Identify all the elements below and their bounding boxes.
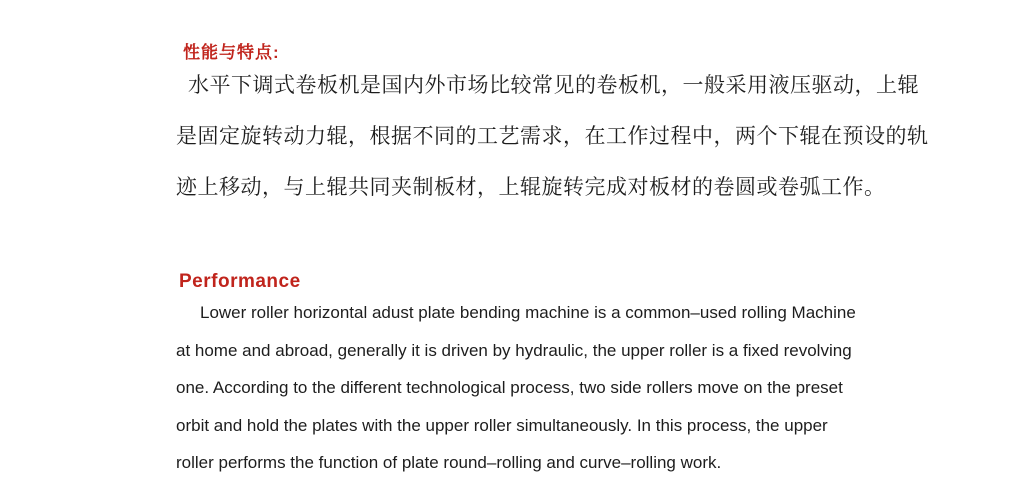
- paragraph-line: at home and abroad, generally it is driven by hydraulic, the upper roller is a fixed revolving: [176, 340, 852, 360]
- features-paragraph-cn: [176, 60, 929, 213]
- paragraph-line: orbit and hold the plates with the upper roller simultaneously. In this process, the upper: [176, 415, 828, 435]
- performance-heading-en: Performance: [179, 271, 301, 292]
- features-heading-cn: 性能与特点:: [183, 43, 280, 62]
- paragraph-line: 水平下调式卷板机是国内外市场比较常见的卷板机，一般采用液压驱动，上辊: [188, 74, 919, 97]
- paragraph-line: 迹上移动，与上辊共同夹制板材，上辊旋转完成对板材的卷圆或卷弧工作。: [176, 176, 886, 199]
- paragraph-line: one. According to the different technological process, two side rollers move on the preset: [176, 378, 843, 397]
- paragraph-line: Lower roller horizontal adust plate bending machine is a common–used rolling Machine: [200, 303, 856, 322]
- performance-paragraph-en: [176, 294, 896, 482]
- paragraph-line: roller performs the function of plate round–rolling and curve–rolling work.: [176, 453, 722, 472]
- paragraph-line: 是固定旋转动力辊，根据不同的工艺需求，在工作过程中，两个下辊在预设的轨: [176, 125, 929, 148]
